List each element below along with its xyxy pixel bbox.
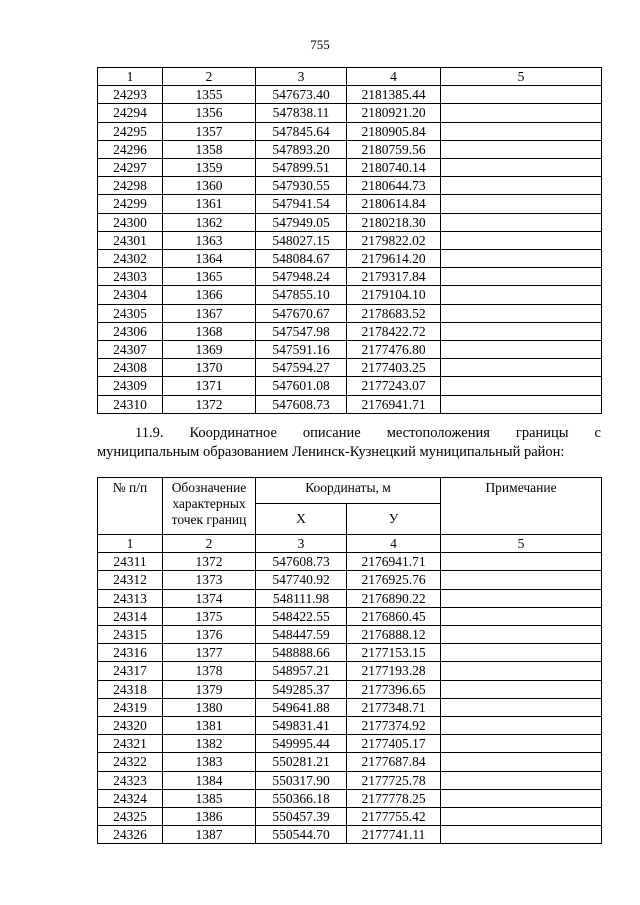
cell-x: 547608.73 [256, 553, 347, 571]
cell-note [441, 341, 602, 359]
table-row [98, 808, 602, 826]
cell-x: 547673.40 [256, 86, 347, 104]
table-row [98, 607, 602, 625]
cell-note [441, 626, 602, 644]
table-row [98, 395, 602, 413]
cell-y: 2180759.56 [347, 140, 441, 158]
table-row [98, 86, 602, 104]
table-row [98, 341, 602, 359]
cell-x: 549995.44 [256, 735, 347, 753]
cell-x: 550544.70 [256, 826, 347, 844]
table-row [98, 735, 602, 753]
section-heading-line: 11.9. Координатное описание местоположения границы с [135, 425, 601, 441]
header-row-number: № п/п [98, 478, 163, 535]
cell-x: 548084.67 [256, 250, 347, 268]
cell-point-id: 1371 [163, 377, 256, 395]
cell-x: 548447.59 [256, 626, 347, 644]
cell-row-number: 24323 [98, 771, 163, 789]
cell-x: 548422.55 [256, 607, 347, 625]
cell-point-id: 1381 [163, 717, 256, 735]
cell-note [441, 268, 602, 286]
table-row [98, 322, 602, 340]
cell-y: 2177243.07 [347, 377, 441, 395]
cell-note [441, 322, 602, 340]
cell-point-id: 1372 [163, 553, 256, 571]
page-number: 755 [310, 37, 330, 52]
cell-row-number: 24296 [98, 140, 163, 158]
cell-y: 2180921.20 [347, 104, 441, 122]
cell-point-id: 1377 [163, 644, 256, 662]
table-row [98, 589, 602, 607]
cell-note [441, 140, 602, 158]
cell-point-id: 1387 [163, 826, 256, 844]
cell-row-number: 24318 [98, 680, 163, 698]
cell-row-number: 24315 [98, 626, 163, 644]
cell-note [441, 808, 602, 826]
cell-row-number: 24312 [98, 571, 163, 589]
cell-note [441, 122, 602, 140]
table-row [98, 377, 602, 395]
cell-y: 2176890.22 [347, 589, 441, 607]
cell-y: 2177687.84 [347, 753, 441, 771]
cell-point-id: 1369 [163, 341, 256, 359]
cell-note [441, 662, 602, 680]
cell-x: 548111.98 [256, 589, 347, 607]
cell-y: 2177153.15 [347, 644, 441, 662]
cell-x: 550317.90 [256, 771, 347, 789]
table-row [98, 268, 602, 286]
cell-row-number: 24305 [98, 304, 163, 322]
cell-y: 2177778.25 [347, 789, 441, 807]
cell-point-id: 1365 [163, 268, 256, 286]
cell-y: 2177193.28 [347, 662, 441, 680]
header-note: Примечание [441, 478, 602, 535]
cell-x: 547893.20 [256, 140, 347, 158]
cell-y: 2177403.25 [347, 359, 441, 377]
column-number: 5 [441, 68, 602, 86]
cell-note [441, 195, 602, 213]
cell-x: 547594.27 [256, 359, 347, 377]
cell-x: 547591.16 [256, 341, 347, 359]
cell-point-id: 1375 [163, 607, 256, 625]
cell-point-id: 1356 [163, 104, 256, 122]
section-heading [97, 424, 601, 462]
header-y: У [347, 504, 441, 535]
cell-row-number: 24325 [98, 808, 163, 826]
cell-y: 2179614.20 [347, 250, 441, 268]
cell-x: 548957.21 [256, 662, 347, 680]
cell-row-number: 24302 [98, 250, 163, 268]
cell-note [441, 571, 602, 589]
cell-note [441, 304, 602, 322]
cell-y: 2176941.71 [347, 553, 441, 571]
cell-row-number: 24298 [98, 177, 163, 195]
cell-row-number: 24299 [98, 195, 163, 213]
cell-note [441, 104, 602, 122]
cell-x: 547948.24 [256, 268, 347, 286]
cell-point-id: 1385 [163, 789, 256, 807]
cell-note [441, 377, 602, 395]
column-numbering-row [98, 535, 602, 553]
cell-point-id: 1367 [163, 304, 256, 322]
cell-x: 547601.08 [256, 377, 347, 395]
cell-note [441, 286, 602, 304]
table-row [98, 104, 602, 122]
cell-note [441, 607, 602, 625]
cell-row-number: 24294 [98, 104, 163, 122]
column-number: 4 [347, 535, 441, 553]
table-row [98, 753, 602, 771]
cell-row-number: 24321 [98, 735, 163, 753]
header-point-designation: Обозначение характерных точек границ [163, 478, 256, 535]
cell-x: 549831.41 [256, 717, 347, 735]
cell-point-id: 1359 [163, 159, 256, 177]
column-number: 1 [98, 68, 163, 86]
cell-x: 548027.15 [256, 231, 347, 249]
table-row [98, 644, 602, 662]
cell-point-id: 1368 [163, 322, 256, 340]
cell-x: 550281.21 [256, 753, 347, 771]
cell-y: 2177348.71 [347, 698, 441, 716]
cell-y: 2177405.17 [347, 735, 441, 753]
cell-note [441, 177, 602, 195]
cell-note [441, 86, 602, 104]
cell-row-number: 24308 [98, 359, 163, 377]
cell-y: 2179104.10 [347, 286, 441, 304]
table-row [98, 195, 602, 213]
column-number: 2 [163, 68, 256, 86]
cell-note [441, 231, 602, 249]
cell-x: 547949.05 [256, 213, 347, 231]
cell-point-id: 1380 [163, 698, 256, 716]
cell-point-id: 1363 [163, 231, 256, 249]
table-row [98, 359, 602, 377]
cell-point-id: 1386 [163, 808, 256, 826]
table-row [98, 159, 602, 177]
cell-point-id: 1376 [163, 626, 256, 644]
header-row [98, 478, 602, 504]
cell-row-number: 24303 [98, 268, 163, 286]
cell-x: 547838.11 [256, 104, 347, 122]
cell-point-id: 1362 [163, 213, 256, 231]
cell-y: 2177374.92 [347, 717, 441, 735]
cell-y: 2180905.84 [347, 122, 441, 140]
column-number: 2 [163, 535, 256, 553]
column-number: 5 [441, 535, 602, 553]
cell-row-number: 24320 [98, 717, 163, 735]
cell-y: 2176925.76 [347, 571, 441, 589]
table-row [98, 698, 602, 716]
cell-point-id: 1364 [163, 250, 256, 268]
cell-point-id: 1378 [163, 662, 256, 680]
cell-row-number: 24316 [98, 644, 163, 662]
column-number: 3 [256, 535, 347, 553]
cell-note [441, 359, 602, 377]
cell-x: 547899.51 [256, 159, 347, 177]
table-row [98, 571, 602, 589]
cell-note [441, 589, 602, 607]
cell-point-id: 1374 [163, 589, 256, 607]
cell-point-id: 1358 [163, 140, 256, 158]
cell-note [441, 680, 602, 698]
cell-y: 2180644.73 [347, 177, 441, 195]
cell-y: 2177741.11 [347, 826, 441, 844]
table-row [98, 771, 602, 789]
cell-row-number: 24309 [98, 377, 163, 395]
cell-note [441, 698, 602, 716]
cell-row-number: 24326 [98, 826, 163, 844]
cell-point-id: 1379 [163, 680, 256, 698]
header-x: X [256, 504, 347, 535]
cell-x: 550457.39 [256, 808, 347, 826]
cell-point-id: 1361 [163, 195, 256, 213]
cell-y: 2177755.42 [347, 808, 441, 826]
cell-y: 2176860.45 [347, 607, 441, 625]
table-row [98, 304, 602, 322]
table-row [98, 177, 602, 195]
cell-x: 549641.88 [256, 698, 347, 716]
cell-x: 547855.10 [256, 286, 347, 304]
cell-y: 2180218.30 [347, 213, 441, 231]
cell-point-id: 1360 [163, 177, 256, 195]
cell-note [441, 826, 602, 844]
cell-point-id: 1355 [163, 86, 256, 104]
cell-row-number: 24304 [98, 286, 163, 304]
cell-row-number: 24322 [98, 753, 163, 771]
table-row [98, 553, 602, 571]
cell-y: 2178422.72 [347, 322, 441, 340]
table-row [98, 717, 602, 735]
table-row [98, 662, 602, 680]
coordinates-table-continued [97, 67, 602, 414]
cell-x: 550366.18 [256, 789, 347, 807]
cell-note [441, 250, 602, 268]
cell-note [441, 553, 602, 571]
cell-note [441, 159, 602, 177]
table-row [98, 140, 602, 158]
cell-x: 547670.67 [256, 304, 347, 322]
cell-y: 2180740.14 [347, 159, 441, 177]
table-body [98, 553, 602, 844]
table-row [98, 122, 602, 140]
cell-point-id: 1383 [163, 753, 256, 771]
table-body [98, 86, 602, 414]
table-row [98, 231, 602, 249]
cell-note [441, 395, 602, 413]
cell-y: 2177396.65 [347, 680, 441, 698]
table-row [98, 826, 602, 844]
section-heading-line: муниципальным образованием Ленинск-Кузнецкий муниципальный район: [97, 444, 565, 460]
cell-x: 547941.54 [256, 195, 347, 213]
coordinates-table [97, 477, 602, 844]
cell-point-id: 1384 [163, 771, 256, 789]
cell-point-id: 1373 [163, 571, 256, 589]
cell-row-number: 24307 [98, 341, 163, 359]
column-number: 3 [256, 68, 347, 86]
cell-point-id: 1366 [163, 286, 256, 304]
table-row [98, 626, 602, 644]
cell-note [441, 213, 602, 231]
table-row [98, 250, 602, 268]
cell-row-number: 24317 [98, 662, 163, 680]
table-row [98, 680, 602, 698]
cell-row-number: 24295 [98, 122, 163, 140]
column-number: 4 [347, 68, 441, 86]
cell-x: 547845.64 [256, 122, 347, 140]
cell-y: 2176888.12 [347, 626, 441, 644]
cell-row-number: 24293 [98, 86, 163, 104]
cell-y: 2177725.78 [347, 771, 441, 789]
cell-note [441, 644, 602, 662]
header-coordinates: Координаты, м [256, 478, 441, 504]
cell-row-number: 24310 [98, 395, 163, 413]
cell-y: 2177476.80 [347, 341, 441, 359]
cell-row-number: 24314 [98, 607, 163, 625]
cell-x: 548888.66 [256, 644, 347, 662]
cell-y: 2181385.44 [347, 86, 441, 104]
table-row [98, 286, 602, 304]
cell-row-number: 24311 [98, 553, 163, 571]
cell-point-id: 1370 [163, 359, 256, 377]
cell-row-number: 24306 [98, 322, 163, 340]
cell-point-id: 1382 [163, 735, 256, 753]
column-number: 1 [98, 535, 163, 553]
cell-note [441, 789, 602, 807]
table-row [98, 213, 602, 231]
cell-x: 547608.73 [256, 395, 347, 413]
cell-y: 2180614.84 [347, 195, 441, 213]
cell-x: 547930.55 [256, 177, 347, 195]
cell-row-number: 24319 [98, 698, 163, 716]
cell-y: 2179317.84 [347, 268, 441, 286]
cell-note [441, 753, 602, 771]
cell-x: 549285.37 [256, 680, 347, 698]
column-numbering-row [98, 68, 602, 86]
cell-row-number: 24297 [98, 159, 163, 177]
cell-row-number: 24324 [98, 789, 163, 807]
table-row [98, 789, 602, 807]
cell-note [441, 735, 602, 753]
cell-note [441, 717, 602, 735]
cell-y: 2178683.52 [347, 304, 441, 322]
cell-note [441, 771, 602, 789]
cell-x: 547547.98 [256, 322, 347, 340]
cell-row-number: 24300 [98, 213, 163, 231]
cell-x: 547740.92 [256, 571, 347, 589]
cell-y: 2176941.71 [347, 395, 441, 413]
cell-row-number: 24313 [98, 589, 163, 607]
cell-point-id: 1357 [163, 122, 256, 140]
cell-row-number: 24301 [98, 231, 163, 249]
cell-y: 2179822.02 [347, 231, 441, 249]
cell-point-id: 1372 [163, 395, 256, 413]
